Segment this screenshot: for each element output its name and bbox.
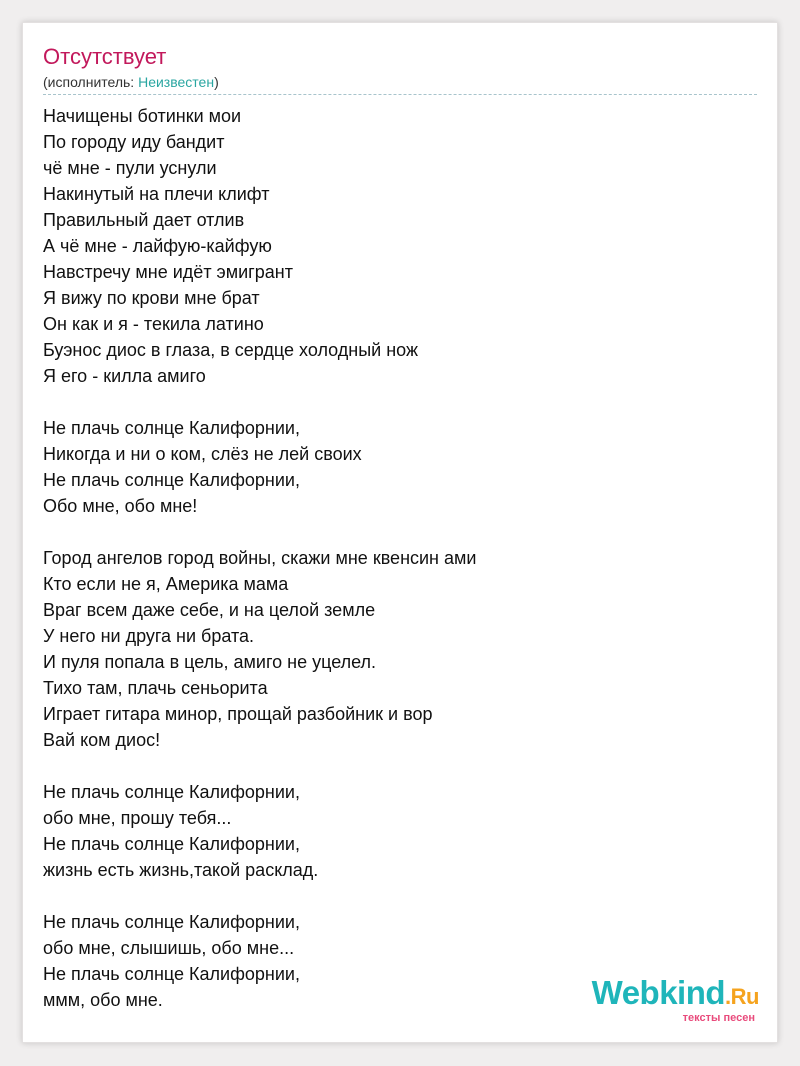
lyric-line: Навстречу мне идёт эмигрант — [43, 262, 293, 282]
stanza-break — [43, 389, 743, 415]
performer-prefix: (исполнитель: — [43, 74, 139, 90]
performer-line — [43, 74, 219, 90]
lyric-line: И пуля попала в цель, амиго не уцелел. — [43, 652, 377, 672]
lyric-line: Я его - килла амиго — [43, 366, 206, 386]
lyric-line: Не плачь солнце Калифорнии, — [43, 964, 300, 984]
lyric-line: По городу иду бандит — [43, 132, 225, 152]
logo-tld-text: .Ru — [725, 984, 759, 1009]
lyric-line: Правильный дает отлив — [43, 210, 245, 230]
lyric-line: Играет гитара минор, прощай разбойник и вор — [43, 704, 433, 724]
lyric-line: чё мне - пули уснули — [43, 158, 217, 178]
lyric-line: Никогда и ни о ком, слёз не лей своих — [43, 444, 362, 464]
song-title[interactable]: Отсутствует — [43, 44, 167, 69]
lyric-line: Не плачь солнце Калифорнии, — [43, 834, 300, 854]
artist-link[interactable]: Неизвестен — [138, 74, 215, 90]
lyric-line: Враг всем даже себе, и на целой земле — [43, 600, 376, 620]
lyric-line: Не плачь солнце Калифорнии, — [43, 912, 300, 932]
webkind-logo[interactable] — [592, 976, 759, 1024]
lyric-line: Обо мне, обо мне! — [43, 496, 198, 516]
lyric-line: Он как и я - текила латино — [43, 314, 264, 334]
lyric-line: Тихо там, плачь сеньорита — [43, 678, 268, 698]
lyric-line: Буэнос диос в глаза, в сердце холодный нож — [43, 340, 418, 360]
lyric-line: Я вижу по крови мне брат — [43, 288, 260, 308]
lyric-line: Не плачь солнце Калифорнии, — [43, 782, 300, 802]
lyric-line: обо мне, прошу тебя... — [43, 808, 232, 828]
lyric-line: У него ни друга ни брата. — [43, 626, 255, 646]
lyric-line: ммм, обо мне. — [43, 990, 163, 1010]
stanza-break — [43, 753, 743, 779]
stanza-break — [43, 519, 743, 545]
lyric-line: обо мне, слышишь, обо мне... — [43, 938, 295, 958]
lyric-line: Накинутый на плечи клифт — [43, 184, 270, 204]
lyric-line: Город ангелов город войны, скажи мне квенсин ами — [43, 548, 477, 568]
lyric-line: Вай ком диос! — [43, 730, 161, 750]
stanza-break — [43, 883, 743, 909]
lyric-line: Не плачь солнце Калифорнии, — [43, 418, 300, 438]
logo-main-text: Webkind — [591, 974, 726, 1011]
lyrics-text — [43, 103, 743, 1013]
lyric-line: Начищены ботинки мои — [43, 106, 242, 126]
lyric-line: Не плачь солнце Калифорнии, — [43, 470, 300, 490]
lyric-line: А чё мне - лайфую-кайфую — [43, 236, 272, 256]
lyric-line: Кто если не я, Америка мама — [43, 574, 289, 594]
performer-suffix: ) — [214, 74, 219, 90]
lyric-line: жизнь есть жизнь,такой расклад. — [43, 860, 319, 880]
logo-subtitle: тексты песен — [682, 1012, 755, 1024]
lyrics-card — [22, 22, 778, 1043]
divider — [43, 94, 757, 95]
